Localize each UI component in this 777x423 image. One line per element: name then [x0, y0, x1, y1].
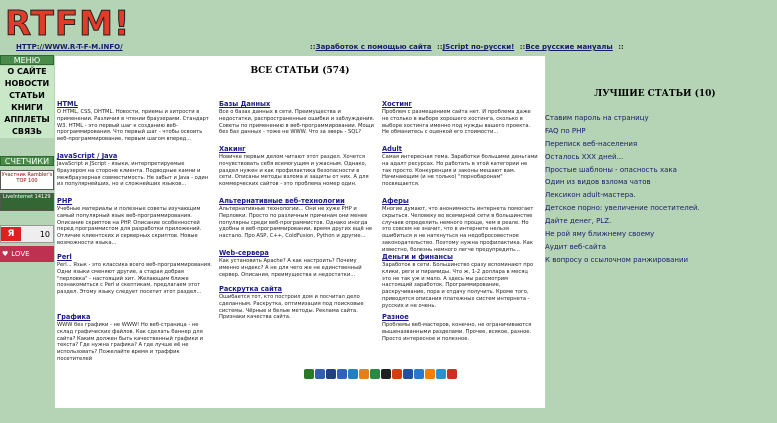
category-link[interactable]: Базы Данных — [219, 100, 271, 108]
share-icon[interactable] — [326, 369, 336, 379]
category-block — [382, 100, 538, 136]
sidebar-item-articles[interactable]: СТАТЬИ — [0, 90, 54, 102]
sidebar-item-about[interactable]: О САЙТЕ — [0, 66, 54, 78]
category-link[interactable]: Разное — [382, 313, 409, 321]
share-icon[interactable] — [392, 369, 402, 379]
best-article-link[interactable]: Детское порно: увеличение посетителей. — [545, 204, 700, 213]
share-icon[interactable] — [403, 369, 413, 379]
share-icon[interactable] — [447, 369, 457, 379]
category-description: Заработок в сети. Большинство сразу вспоминают про клики, реги и пирамиды. Что ж, 1-2 доллара в месяц это не так уж и мало. А здесь мы рассмотрим настоящий заработок. Программирование, раскручивание, пора и отдачу получить. Кроме того, приводятся описания платежных систем интернета - русских и не очень. — [382, 262, 534, 309]
counters-heading: СЧЕТЧИКИ — [0, 156, 54, 166]
best-article-link[interactable]: Переписк веб-населения — [545, 139, 638, 148]
nav-link-earning[interactable]: Заработок с помощью сайта — [315, 43, 432, 51]
best-article-link[interactable]: Осталось XXX дней... — [545, 152, 624, 161]
category-link[interactable]: Web-сервера — [219, 249, 269, 257]
category-link[interactable]: Adult — [382, 145, 402, 153]
yandex-icon: Я — [1, 227, 21, 241]
best-article-link[interactable]: Простые шаблоны - опасность хака — [545, 165, 677, 174]
best-article-link[interactable]: К вопросу о ссылочном ранжировании — [545, 255, 689, 264]
category-description: JavaScript и JScript - языки, интерпретируемые браузером на стороне клиента. Подводные камни и межбраузерная совместимость. Не забыт и Java - один из популярнейших, но и сложнейших языков... — [57, 161, 209, 188]
best-article-link[interactable]: Не рой яму ближнему своему — [545, 230, 655, 239]
share-icon[interactable] — [359, 369, 369, 379]
category-description: О HTML, CSS, DHTML. Новости, приемы и хитрости в применении. Различия в чтении браузерами. Стандарт W3. HTML - это первый шаг к созданию веб-программирования. Что первый шаг - чтобы освоить веб-программирование, первым шагом вперед... — [57, 109, 209, 143]
best-articles-title: ЛУЧШИЕ СТАТЬИ (10) — [594, 89, 716, 99]
logo-graphic — [4, 3, 128, 43]
category-block — [382, 253, 538, 310]
category-link[interactable]: Деньги и финансы — [382, 253, 453, 261]
nav-link-jscript[interactable]: JScript по-русски! — [442, 43, 515, 51]
share-icon[interactable] — [370, 369, 380, 379]
best-articles-list — [545, 112, 775, 267]
best-article-link[interactable]: Один из видов взлома чатов — [545, 178, 651, 187]
category-link[interactable]: PHP — [57, 197, 73, 205]
category-link[interactable]: Графика — [57, 313, 91, 321]
share-icon[interactable] — [414, 369, 424, 379]
nav-separator: :: — [310, 43, 316, 51]
category-description: Учебные материалы и полезные советы изучающим самый популярный язык веб-программирования. Описание скриптов на PHP. Описание особенностей перед программистом для разработки приложений. Отличие клиентских и серверных скриптов. Новые возможности языка... — [57, 206, 202, 246]
category-block — [57, 152, 213, 188]
category-link[interactable]: Раскрутка сайта — [219, 285, 282, 293]
category-link[interactable]: Хакинг — [219, 145, 246, 153]
sidebar-item-applets[interactable]: АППЛЕТЫ — [0, 114, 54, 126]
share-icon[interactable] — [425, 369, 435, 379]
category-block — [219, 285, 375, 321]
best-article-link[interactable]: Лексикон adult-мастера. — [545, 191, 636, 200]
nav-separator: :: — [436, 43, 443, 51]
share-icon[interactable] — [304, 369, 314, 379]
liveinternet-counter[interactable]: LiveInternet 14129 — [0, 193, 54, 211]
yandex-count: 10 — [39, 229, 50, 239]
social-share-bar — [304, 369, 457, 379]
best-article-link[interactable]: FAQ по PHP — [545, 126, 586, 135]
category-link[interactable]: Аферы — [382, 197, 409, 205]
category-description: Все о базах данных в сети. Преимущества и недостатки, распространенные ошибки и заблуждения. Советы по применению в веб-программировании. Мощи без баз данных - тоже не WWW. Что за зверь - SQL? — [219, 109, 375, 136]
category-link[interactable]: Альтернативные веб-технологии — [219, 197, 345, 205]
sidebar-item-contact[interactable]: СВЯЗЬ — [0, 126, 54, 138]
category-description: Многие думают, что анонимность интернета помогает скрыться. Человеку во всемирной сети в большинстве случаев определить немного проще, чем в реале. Но это совсем не значит, что в интернете нельзя ошибиться и не наткнуться на недобросовестное законодательство. Поэтому нужна профилактика. Как известно, болезнь немного легче предупредить... — [382, 206, 534, 253]
category-description: Как установить Apache? А как настроить? Почему именно индекс? А не для чего же не единственный сервер. Описания, преимущества и недостатки... — [219, 258, 362, 278]
category-block — [382, 313, 538, 342]
category-block — [219, 197, 375, 240]
best-article-link[interactable]: Ставим пароль на страницу — [545, 114, 649, 122]
share-icon[interactable] — [348, 369, 358, 379]
share-icon[interactable] — [337, 369, 347, 379]
heart-icon: ♥ — [2, 250, 9, 258]
category-link[interactable]: HTML — [57, 100, 78, 108]
category-block — [57, 197, 213, 247]
top-navigation — [310, 43, 624, 51]
sidebar — [0, 55, 54, 262]
category-link[interactable]: JavaScript / Java — [57, 152, 118, 160]
category-block — [382, 145, 538, 188]
category-description: Проблем с размещением сайта нет. И проблема даже не столько в выборе хорошего хостинга, сколько в выборе хостинга именно под нужды вашего проекта. Не обманитесь с оценкой его стоимости... — [382, 109, 531, 136]
category-block — [57, 253, 213, 296]
site-url-link[interactable]: HTTP://WWW.R-T-F-M.INFO/ — [16, 43, 123, 51]
category-block — [57, 100, 213, 143]
articles-panel — [55, 56, 545, 408]
loveplanet-counter[interactable] — [0, 246, 54, 262]
category-description: Самая интересная тема. Заработки большими деньгами на адалт ресурсах. Но работать в этой категории не так просто. Конкуренция и законы мешают вам. Начинающим (и не только) "порнобаронам" посвящается. — [382, 154, 538, 188]
category-description: Альтернативные технологии... Они не хуже PHP и Перловки. Просто по различным причинам они менее популярны среди веб-программистов. Однако иногда удобны в веб-программировании, время других ещё не настало. Про ASP, C++, ColdFusion, Python и другие... — [219, 206, 373, 240]
share-icon[interactable] — [315, 369, 325, 379]
best-article-link[interactable]: Аудит веб-сайта — [545, 242, 606, 251]
category-description: Perl... Язык - это классика всего веб-программирования. Одни языки сменяют другие, а старая добрая "перловка" - настоящий хит. Желающим ближе познакомиться с Perl и скептикам, предлагаем этот раздел. Этому языку следует посетит этот раздел... — [57, 262, 212, 296]
category-description: Ошибается тот, кто построил дом и посчитал дело сделанным. Раскрутка, оптимизация под поисковые системы. Чёрные и белые методы. Реклама сайта. Признаки качества сайта. — [219, 294, 364, 321]
category-block — [382, 197, 538, 254]
category-link[interactable]: Perl — [57, 253, 72, 261]
loveplanet-label: LOVE — [11, 250, 30, 258]
category-link[interactable]: Хостинг — [382, 100, 412, 108]
category-description: WWW без графики - не WWW! Но веб-страница - не склад графических файлов. Как сделать баннер для сайта? Каким должен быть качественный графики и текста? Где нужна графика? А где лучше её не использовать? Пожелайте время и траффик посетителей — [57, 322, 204, 362]
category-description: Проблемы веб-мастеров, конечно, не ограничиваются вышеназванными разделами. Прочее, всякое, разное. Просто интересное и полезное. — [382, 322, 532, 342]
best-article-link[interactable]: Дайте денег, PLZ. — [545, 217, 612, 226]
category-description: Новичке первым делом читают этот раздел. Хочется почувствовать себя всемогущим и ужасным. Однако, раздел нужен и как профилактика безопасности в сети. Описаны методы взлома и защиты от них. А для коммерческих сайтов - это проблема номер один. — [219, 154, 369, 188]
nav-link-manuals[interactable]: Все русские мануалы — [525, 43, 613, 51]
share-icon[interactable] — [436, 369, 446, 379]
rambler-counter[interactable]: Участник Rambler's TOP 100 — [0, 170, 54, 190]
category-block — [219, 145, 375, 188]
category-block — [57, 313, 213, 363]
yandex-counter[interactable] — [0, 225, 54, 243]
category-block — [219, 100, 375, 136]
category-block — [219, 249, 375, 278]
menu-heading: МЕНЮ — [0, 55, 54, 65]
sidebar-item-news[interactable]: НОВОСТИ — [0, 78, 54, 90]
site-logo[interactable] — [4, 3, 128, 43]
nav-separator: :: — [519, 43, 526, 51]
share-icon[interactable] — [381, 369, 391, 379]
sidebar-item-books[interactable]: КНИГИ — [0, 102, 54, 114]
nav-separator: :: — [618, 43, 624, 51]
page-title: ВСЕ СТАТЬИ (574) — [250, 66, 350, 76]
logo-text: RTFM! — [5, 4, 128, 43]
